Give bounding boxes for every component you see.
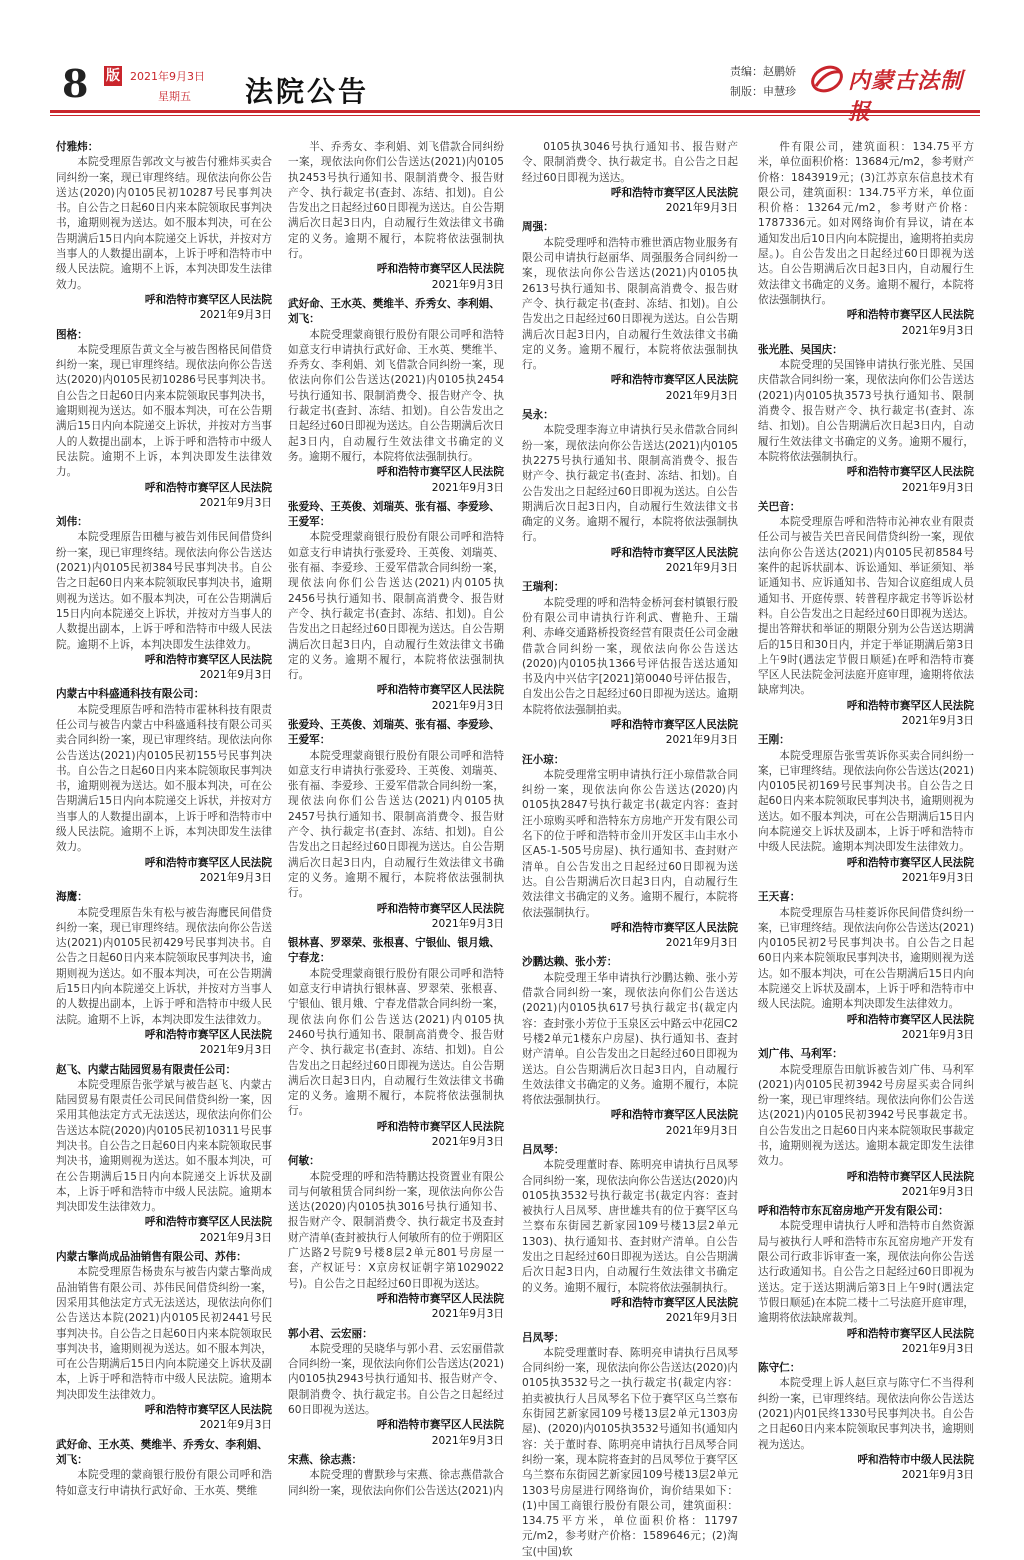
issue-date: 2021年9月3日	[130, 70, 205, 83]
notice-addressee: 郭小君、云宏丽：	[288, 1327, 373, 1340]
column-2	[288, 140, 505, 1497]
notice-addressee: 关巴音：	[758, 500, 801, 513]
notice-body: 本院受理蒙商银行股份有限公司呼和浩特如意支行申请执行武好命、王水英、樊维半、乔秀女、李利娟、刘飞借款合同纠纷一案，现依法向你们公告送达(2021)内0105执2454号执行通知书、限制消费令、报告财产令、执行裁定书(查封、冻结、扣划)。自公告发出之日起经过60日即视为送达。自公告期满后次日起3日内，自动履行生效法律文书确定的义务。逾期不履行，本院将依法强制执行。	[288, 328, 504, 463]
court-notice	[522, 408, 738, 576]
notice-date: 2021年9月3日	[431, 481, 504, 494]
notice-date: 2021年9月3日	[431, 278, 504, 291]
notice-body: 本院受理董时春、陈明亮申请执行吕凤琴合同纠纷一案，现依法向你公告送达(2020)内0105执3532号执行裁定书(裁定内容：查封被执行人吕凤琴、唐世雄共有的位于赛罕区乌兰察布东街园艺新家园109号楼13层2单元1303)、执行通知书、查封财产清单。自公告发出之日起经过60日即视为送达。自公告期满后次日起3日内，自动履行生效法律文书确定的义务。逾期不履行，本院将依法强制执行。	[522, 1159, 738, 1294]
notice-body: 本院受理的吴晓华与郭小君、云宏丽借款合同纠纷一案，现依法向你们公告送达(2021)内0105执2943号执行通知书、报告财产令、限制消费令、执行裁定书。自公告之日起经过60日即视为送达。	[288, 1342, 504, 1417]
notice-addressee: 张爱玲、王英俊、刘瑞英、张有福、李爱珍、王爱军：	[288, 500, 500, 529]
notice-court: 呼和浩特市赛罕区人民法院	[376, 1419, 504, 1432]
court-notice	[758, 1047, 974, 1200]
notice-court: 呼和浩特市赛罕区人民法院	[846, 466, 974, 479]
notice-date: 2021年9月3日	[199, 1419, 272, 1432]
page-number: 8	[62, 61, 89, 106]
notice-court: 呼和浩特市赛罕区人民法院	[610, 1109, 738, 1122]
notice-date: 2021年9月3日	[901, 871, 974, 884]
court-notice	[56, 1063, 272, 1247]
court-notice	[522, 955, 738, 1139]
notice-addressee: 刘广伟、马利军：	[758, 1048, 843, 1061]
notice-date: 2021年9月3日	[431, 699, 504, 712]
notice-date: 2021年9月3日	[199, 1231, 272, 1244]
notice-body: 0105执3046号执行通知书、报告财产令、限制消费令、执行裁定书。自公告之日起经过60日即视为送达。	[522, 141, 738, 184]
notice-court: 呼和浩特市赛罕区人民法院	[610, 921, 738, 934]
notice-addressee: 陈守仁：	[758, 1362, 801, 1375]
notice-court: 呼和浩特市赛罕区人民法院	[144, 293, 272, 306]
notice-body: 件有限公司，建筑面积：134.75平方米，单位面积价格：13684元/m2，参考财产价格：1843919元；(3)江苏京东信息技术有限公司，建筑面积：134.75平方米，单位面积价格：13264元/m2，参考财产价格：1787336元。如对网络询价有异议，请在本通知发出后10日内向本院提出，逾期将拍卖房屋。)。自公告发出之日起经过60日即视为送达。自公告期满后次日起3日内，自动履行生效法律文书确定的义务。逾期不履行，本院将依法强制执行。	[758, 141, 974, 306]
notice-addressee: 付雅炜：	[56, 141, 99, 153]
notice-court: 呼和浩特市赛罕区人民法院	[376, 1292, 504, 1305]
notice-court: 呼和浩特市赛罕区人民法院	[144, 1216, 272, 1229]
notice-addressee: 何敏：	[288, 1155, 320, 1168]
court-notice	[522, 580, 738, 748]
court-notice	[56, 687, 272, 886]
notice-court: 呼和浩特市中级人民法院	[857, 1453, 974, 1466]
notice-addressee: 宋燕、徐志燕：	[288, 1453, 363, 1466]
court-notice	[758, 1361, 974, 1483]
notice-date: 2021年9月3日	[901, 481, 974, 494]
court-notice	[56, 1438, 272, 1499]
notice-body: 本院受理王华申请执行沙鹏达赖、张小芳借款合同纠纷一案，现依法向你们公告送达(2021)内0105执617号执行裁定书(裁定内容：查封张小芳位于玉泉区云中路云中花园C2号楼2单元1楼东户房屋)、执行通知书、查封财产清单。自公告发出之日起经过60日即视为送达。自公告期满后次日起3日内，自动履行生效法律文书确定的义务。逾期不履行，本院将依法强制执行。	[522, 971, 738, 1107]
court-notice	[56, 890, 272, 1058]
notice-date: 2021年9月3日	[431, 1434, 504, 1447]
notice-court: 呼和浩特市赛罕区人民法院	[610, 546, 738, 559]
notice-body: 本院受理上诉人赵巨京与陈守仁不当得利纠纷一案，已审理终结。现依法向你公告送达(2021)内01民终1330号民事判决书。自公告之日起60日内来本院领取民事判决书，逾期则视为送达。	[758, 1377, 974, 1451]
notice-date: 2021年9月3日	[901, 1342, 974, 1355]
court-notice	[758, 890, 974, 1043]
notice-court: 呼和浩特市赛罕区人民法院	[376, 1120, 504, 1133]
notice-date: 2021年9月3日	[901, 1185, 974, 1198]
notice-body: 本院受理蒙商银行股份有限公司呼和浩特如意支行申请执行张爱玲、王英俊、刘瑞英、张有福、李爱珍、王爱军借款合同纠纷一案，现依法向你们公告送达(2021)内0105执2457号执行通知书、限制高消费令、报告财产令、执行裁定书(查封、冻结、扣划)。自公告发出之日起经过60日即视为送达。自公告期满后次日起3日内，自动履行生效法律文书确定的义务。逾期不履行，本院将依法强制执行。	[288, 749, 504, 900]
court-notice	[758, 343, 974, 496]
notice-addressee: 呼和浩特市东瓦窑房地产开发有限公司：	[758, 1205, 949, 1218]
notice-addressee: 武好命、王水英、樊维半、乔秀女、李利娟、刘飞：	[288, 297, 500, 326]
notice-addressee: 刘伟：	[56, 516, 88, 529]
notice-body: 本院受理原告杨贵东与被告内蒙古擎尚成品油销售有限公司、苏伟民间借贷纠纷一案，因采用其他法定方式无法送达，现依法向你们公告送达本院(2021)内0105民初2441号民事判决书。自公告之日起60日内来本院领取民事判决书，逾期则视为送达。如不服本判决，可在公告期满后15日内向本院递交上诉状及副本，上诉于呼和浩特市中级人民法院。逾期本判决即发生法律效力。	[56, 1266, 272, 1401]
notice-body: 本院受理的曹默珍与宋燕、徐志燕借款合同纠纷一案，现依法向你们公告送达(2021)内	[288, 1469, 504, 1497]
notice-date: 2021年9月3日	[665, 562, 738, 575]
court-notice	[522, 1143, 738, 1327]
notice-date: 2021年9月3日	[431, 1308, 504, 1321]
notice-body: 本院受理原告马桂菱诉你民间借贷纠纷一案，已审理终结。现依法向你公告送达(2021)内0105民初2号民事判决书。自公告之日起60日内来本院领取民事判决书，逾期则视为送达。如不服本判决，可在公告期满后15日内向本院递交上诉状及副本，上诉于呼和浩特市中级人民法院。逾期本判决即发生法律效力。	[758, 906, 974, 1011]
notice-court: 呼和浩特市赛罕区人民法院	[846, 1013, 974, 1026]
notice-date: 2021年9月3日	[665, 202, 738, 215]
notice-body: 本院受理申请执行人呼和浩特市自然资源局与被执行人呼和浩特市东瓦窑房地产开发有限公司行政非诉审查一案，现依法向你公告送达行政通知书。自公告之日起经过60日即视为送达。定于送达期满后第3日上午9时(遇法定节假日顺延)在本院二楼十二号法庭开庭审理，逾期将依法缺席裁判。	[758, 1220, 975, 1325]
notice-body: 本院受理原告郭改文与被告付雅炜买卖合同纠纷一案，现已审理终结。现依法向你公告送达(2020)内0105民初10287号民事判决书。自公告之日起60日内来本院领取民事判决书，逾期则视为送达。如不服本判决，可在公告期满后15日内向本院递交上诉状，并按对方当事人的人数提出副本，上诉于呼和浩特市中级人民法院。逾期不上诉，本判决即发生法律效力。	[56, 156, 272, 291]
notice-date: 2021年9月3日	[901, 1028, 974, 1041]
court-notice	[56, 1250, 272, 1434]
notice-court: 呼和浩特市赛罕区人民法院	[846, 856, 974, 869]
notice-court: 呼和浩特市赛罕区人民法院	[144, 856, 272, 869]
notice-date: 2021年9月3日	[901, 714, 974, 727]
editor-line: 责编：赵鹏娇	[730, 65, 796, 78]
court-notice	[288, 1154, 504, 1322]
layout-editor-line: 制版：申慧珍	[730, 85, 796, 98]
newspaper-logo	[810, 62, 985, 100]
notice-body: 半、乔秀女、李利娟、刘飞借款合同纠纷一案，现依法向你们公告送达(2021)内0105执2453号执行通知书、限制消费令、报告财产令、执行裁定书(查封、冻结、扣划)。自公告发出之日起经过60日即视为送达。自公告期满后次日起3日内，自动履行生效法律文书确定的义务。逾期不履行，本院将依法强制执行。	[288, 141, 504, 261]
notice-body: 本院受理原告呼和浩特市霍林科技有限责任公司与被告内蒙古中科盛通科技有限公司买卖合同纠纷一案，现已审理终结。现依法向你公告送达(2021)内0105民初155号民事判决书。自公告之日起60日内来本院领取民事判决书，逾期则视为送达。如不服本判决，可在公告期满后15日内向本院递交上诉状，并按对方当事人的人数提出副本，上诉于呼和浩特市中级人民法院。逾期不上诉，本判决即发生法律效力。	[56, 703, 272, 854]
notice-body: 本院受理董时春、陈明亮申请执行吕凤琴合同纠纷一案，现依法向你公告送达(2020)内0105执3532号之一执行裁定书(裁定内容：拍卖被执行人吕凤琴名下位于赛罕区乌兰察布东街园艺新家园109号楼13层2单元1303房屋)、(2020)内0105执3532号通知书(通知内容：关于董时春、陈明亮申请执行吕凤琴合同纠纷一案，现本院将查封的吕凤琴位于赛罕区乌兰察布东街园艺新家园109号楼13层2单元1303号房屋进行网络询价，询价结果如下：(1)中国工商银行股份有限公司，建筑面积：134.75平方米，单位面积价格：11797元/m2，参考财产价格：1589646元；(2)淘宝(中国)软	[522, 1346, 738, 1558]
court-notice	[522, 140, 738, 216]
notice-body: 本院受理的呼和浩特金桥河套村镇银行股份有限公司申请执行许利武、曹艳升、王瑞利、赤峰交通路桥投资经营有限责任公司金融借款合同纠纷一案，现依法向你公告送达(2020)内0105执1366号评估报告送达通知书及内中兴估字[2021]第0040号评估报告，自发出公告之日起经过60日即视为送达。逾期本院将依法强制拍卖。	[522, 596, 738, 716]
page-label: 版	[106, 68, 120, 84]
notice-court: 呼和浩特市赛罕区人民法院	[846, 699, 974, 712]
notice-date: 2021年9月3日	[199, 1044, 272, 1057]
notice-addressee: 吴永：	[522, 409, 554, 422]
notice-addressee: 王瑞利：	[522, 581, 565, 594]
column-3	[522, 140, 738, 1558]
court-notice	[522, 753, 738, 952]
notice-court: 呼和浩特市赛罕区人民法院	[376, 684, 504, 697]
notice-addressee: 周强：	[522, 221, 554, 234]
notice-court: 呼和浩特市赛罕区人民法院	[846, 309, 974, 322]
notice-date: 2021年9月3日	[665, 937, 738, 950]
court-notice	[56, 328, 272, 512]
notice-date: 2021年9月3日	[199, 871, 272, 884]
issue-weekday: 星期五	[158, 90, 191, 103]
notice-date: 2021年9月3日	[665, 734, 738, 747]
header-rule-thin	[50, 115, 980, 116]
notice-body: 本院受理常宝明申请执行汪小琼借款合同纠纷一案，现依法向你公告送达(2020)内0105执2847号执行裁定书(裁定内容：查封汪小琼购买呼和浩特东方房地产开发有限公司名下的位于呼和浩特市金川开发区丰山丰水小区A5-1-505号房屋)、执行通知书、查封财产清单。自公告发出之日起经过60日即视为送达。自公告期满后次日起3日内，自动履行生效法律文书确定的义务。逾期不履行，本院将依法强制执行。	[522, 768, 738, 919]
column-4	[758, 140, 975, 1482]
notice-body: 本院受理蒙商银行股份有限公司呼和浩特如意支行申请执行张爱玲、王英俊、刘瑞英、张有福、李爱珍、王爱军借款合同纠纷一案，现依法向你们公告送达(2021)内0105执2456号执行通知书、限制高消费令、报告财产令、执行裁定书(查封、冻结、扣划)。自公告发出之日起经过60日即视为送达。自公告期满后次日起3日内，自动履行生效法律文书确定的义务。逾期不履行，本院将依法强制执行。	[288, 531, 504, 682]
court-notice	[758, 1204, 974, 1357]
notice-court: 呼和浩特市赛罕区人民法院	[144, 1028, 272, 1041]
court-notice	[522, 1331, 738, 1560]
court-notice	[758, 733, 974, 886]
notice-addressee: 张光胜、吴国庆：	[758, 343, 843, 356]
notice-body: 本院受理原告田穗与被告刘伟民间借贷纠纷一案，现已审理终结。现依法向你公告送达(2021)内0105民初384号民事判决书。自公告之日起60日内来本院领取民事判决书，逾期则视为送达。如不服本判决，可在公告期满后15日内向本院递交上诉状，并按对方当事人的人数提出副本，上诉于呼和浩特市中级人民法院。逾期不上诉，本判决即发生法律效力。	[56, 531, 272, 651]
court-notice	[522, 220, 738, 404]
masthead	[50, 58, 980, 108]
court-notice	[288, 936, 504, 1150]
court-notice	[758, 500, 974, 729]
notice-date: 2021年9月3日	[665, 1312, 738, 1325]
court-notice	[288, 718, 504, 932]
notice-addressee: 海鹰：	[56, 891, 88, 904]
notice-addressee: 赵飞、内蒙古陆园贸易有限责任公司：	[56, 1063, 237, 1076]
notice-addressee: 图格：	[56, 328, 88, 341]
notice-body: 本院受理原告呼和浩特市沁神农业有限责任公司与被告关巴音民间借贷纠纷一案，现依法向你公告送达(2021)内0105民初8584号案件的起诉状副本、诉讼通知、举证须知、举证通知书、应诉通知书、告知合议庭组成人员通知书、开庭传票、转普程序裁定书等诉讼材料。自公告发出之日起经过60日即视为送达。提出答辩状和举证的期限分别为公告送达期满后的15日和30日内，并定于举证期满后第3日上午9时(遇法定节假日顺延)在呼和浩特市赛罕区人民法院金河法庭开庭审理，逾期将依法缺席判决。	[758, 516, 974, 697]
notice-body: 本院受理呼和浩特市雅世酒店物业服务有限公司申请执行赵丽华、周强服务合同纠纷一案，现依法向你公告送达(2021)内0105执2613号执行通知书、限制高消费令、报告财产令、执行裁定书(查封、冻结、扣划)。自公告发出之日起经过60日即视为送达。自公告期满后次日起3日内，自动履行生效法律文书确定的义务。逾期不履行，本院将依法强制执行。	[522, 236, 738, 372]
notice-court: 呼和浩特市赛罕区人民法院	[610, 1296, 738, 1309]
newspaper-name: 内蒙古法制	[848, 69, 964, 94]
notice-court: 呼和浩特市赛罕区人民法院	[144, 481, 272, 494]
notice-date: 2021年9月3日	[431, 1136, 504, 1148]
column-1	[56, 140, 272, 1497]
notice-body: 本院受理蒙商银行股份有限公司呼和浩特如意支行申请执行银林喜、罗翠荣、张根喜、宁银仙、银月娥、宁春龙借款合同纠纷一案，现依法向你们公告送达(2021)内0105执2460号执行通知书、限制高消费令、报告财产令、执行裁定书(查封、冻结、扣划)。自公告发出之日起经过60日即视为送达。自公告期满后次日起3日内，自动履行生效法律文书确定的义务。逾期不履行，本院将依法强制执行。	[288, 967, 504, 1118]
notice-addressee: 张爱玲、王英俊、刘瑞英、张有福、李爱珍、王爱军：	[288, 718, 500, 747]
notice-addressee: 武好命、王水英、樊维半、乔秀女、李利娟、刘飞：	[56, 1438, 268, 1466]
court-notice	[56, 140, 272, 324]
notice-court: 呼和浩特市赛罕区人民法院	[144, 653, 272, 666]
notice-addressee: 吕凤琴：	[522, 1144, 565, 1156]
notice-date: 2021年9月3日	[431, 917, 504, 930]
notice-body: 本院受理李海立申请执行吴永借款合同纠纷一案，现依法向你公告送达(2021)内0105执2275号执行通知书、限制高消费令、报告财产令、执行裁定书(查封、冻结、扣划)。自公告发出之日起经过60日即视为送达。自公告期满后次日起3日内，自动履行生效法律文书确定的义务。逾期不履行，本院将依法强制执行。	[522, 424, 738, 544]
notice-court: 呼和浩特市赛罕区人民法院	[846, 1170, 974, 1183]
newspaper-emblem-icon	[810, 62, 844, 96]
notice-date: 2021年9月3日	[665, 389, 738, 402]
notice-body: 本院受理原告张学斌与被告赵飞、内蒙古陆园贸易有限责任公司民间借贷纠纷一案，因采用其他法定方式无法送达，现依法向你们公告送达本院(2020)内0105民初10311号民事判决书。自公告之日起60日内来本院领取民事判决书，逾期则视为送达。如不服本判决，可在公告期满后15日内向本院递交上诉状及副本，上诉于呼和浩特市中级人民法院。逾期本判决即发生法律效力。	[56, 1078, 272, 1214]
notice-body: 本院受理原告黄文全与被告图格民间借贷纠纷一案，现已审理终结。现依法向你公告送达(2020)内0105民初10286号民事判决书。自公告之日起60日内来本院领取民事判决书，逾期则视为送达。如不服本判决，可在公告期满后15日内向本院递交上诉状，并按对方当事人的人数提出副本，上诉于呼和浩特市中级人民法院。逾期不上诉，本判决即发生法律效力。	[56, 343, 272, 479]
notice-court: 呼和浩特市赛罕区人民法院	[610, 374, 738, 387]
notice-addressee: 王刚：	[758, 734, 790, 747]
court-notice	[288, 297, 504, 496]
court-notice	[288, 500, 504, 714]
court-notice	[288, 1453, 504, 1499]
notice-date: 2021年9月3日	[199, 496, 272, 509]
notice-court: 呼和浩特市赛罕区人民法院	[376, 902, 504, 915]
notice-addressee: 吕凤琴：	[522, 1331, 565, 1344]
notice-date: 2021年9月3日	[665, 1124, 738, 1137]
notice-addressee: 内蒙古中科盛通科技有限公司：	[56, 688, 205, 701]
notice-addressee: 王天喜：	[758, 891, 801, 904]
notice-addressee: 银林喜、罗翠荣、张根喜、宁银仙、银月娥、宁春龙：	[288, 937, 500, 965]
editor-credits	[730, 62, 796, 102]
court-notice	[288, 1327, 504, 1449]
notice-court: 呼和浩特市赛罕区人民法院	[376, 263, 504, 276]
notice-court: 呼和浩特市赛罕区人民法院	[610, 186, 738, 199]
notice-body: 本院受理的呼和浩特鹏达投资置业有限公司与何敏租赁合同纠纷一案，现依法向你公告送达(2020)内0105执3016号执行通知书、报告财产令、限制消费令、执行裁定书及查封财产清单(查封被执行人何敏所有的位于朔阳区广达路2号院9号楼8层2单元801号房屋一套，产权证号：X京房权证朝字第1029022号)。自公告之日起经过60日即视为送达。	[288, 1170, 505, 1290]
notice-body: 本院受理的蒙商银行股份有限公司呼和浩特如意支行申请执行武好命、王水英、樊维	[56, 1469, 272, 1497]
notice-court: 呼和浩特市赛罕区人民法院	[610, 718, 738, 731]
notice-date: 2021年9月3日	[901, 324, 974, 337]
court-notice	[758, 140, 974, 339]
notice-addressee: 汪小琼：	[522, 753, 565, 766]
notice-court: 呼和浩特市赛罕区人民法院	[144, 1404, 272, 1417]
court-notice	[56, 515, 272, 683]
notice-addressee: 内蒙古擎尚成品油销售有限公司、苏伟：	[56, 1251, 247, 1264]
notice-body: 本院受理的吴国锋申请执行张光胜、吴国庆借款合同纠纷一案，现依法向你们公告送达(2021)内0105执3573号执行通知书、限制消费令、报告财产令、执行裁定书(查封、冻结、扣划)。自公告期满后次日起3日内，自动履行生效法律文书确定的义务。逾期不履行，本院将依法强制执行。	[758, 359, 974, 463]
notice-court: 呼和浩特市赛罕区人民法院	[846, 1327, 974, 1340]
header-rule	[50, 110, 980, 113]
notice-body: 本院受理原告朱有松与被告海鹰民间借贷纠纷一案，现已审理终结。现依法向你公告送达(2021)内0105民初429号民事判决书。自公告之日起60日内来本院领取民事判决书，逾期则视为送达。如不服本判决，可在公告期满后15日内向本院递交上诉状，并按对方当事人的人数提出副本，上诉于呼和浩特市中级人民法院。逾期不上诉，本判决即发生法律效力。	[56, 906, 272, 1026]
section-title: 法院公告	[245, 75, 370, 108]
notice-date: 2021年9月3日	[199, 309, 272, 322]
notice-date: 2021年9月3日	[199, 669, 272, 682]
notice-date: 2021年9月3日	[901, 1469, 974, 1482]
notice-court: 呼和浩特市赛罕区人民法院	[376, 466, 504, 479]
notice-addressee: 沙鹏达赖、张小芳：	[522, 956, 618, 969]
notice-body: 本院受理原告田航诉被告刘广伟、马利军(2021)内0105民初3942号房屋买卖合同纠纷一案，现已审理终结。现依法向你们公告送达(2021)内0105民初3942号民事裁定书。自公告发出之日起60日内来本院领取民事裁定书，逾期则视为送达。逾期本裁定即发生法律效力。	[758, 1063, 974, 1168]
court-notice	[288, 140, 504, 293]
notice-body: 本院受理原告张雪英诉你买卖合同纠纷一案，已审理终结。现依法向你公告送达(2021)内0105民初169号民事判决书。自公告之日起60日内来本院领取民事判决书，逾期则视为送达。如不服本判决，可在公告期满后15日内向本院递交上诉状及副本，上诉于呼和浩特市中级人民法院。逾期本判决即发生法律效力。	[758, 749, 974, 854]
